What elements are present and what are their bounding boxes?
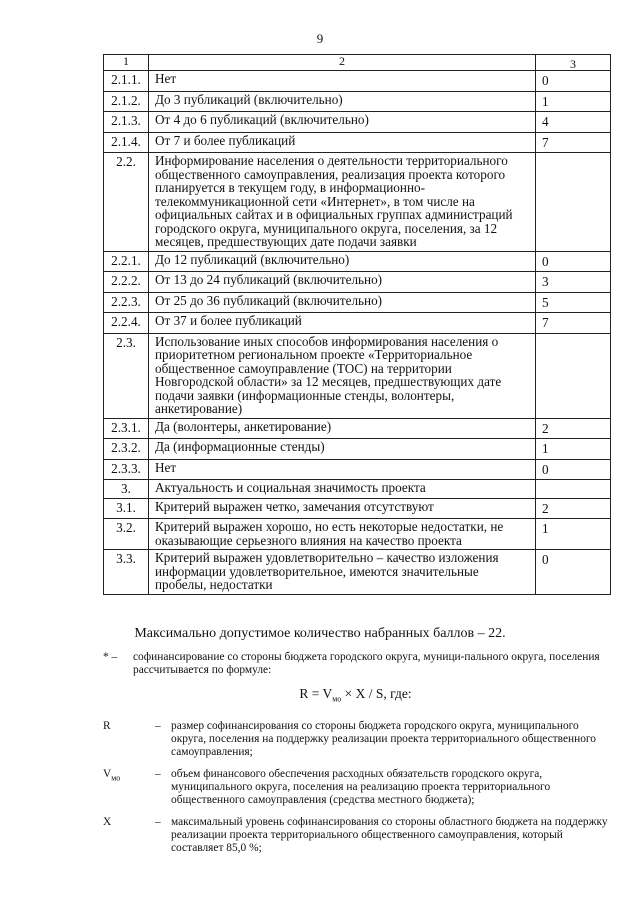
footnotes: [103, 651, 608, 864]
row-number: 2.2.4.: [104, 313, 149, 334]
row-number: 3.: [104, 480, 149, 499]
table-row: [104, 112, 611, 133]
row-value: 0: [536, 71, 611, 92]
row-number: 2.3.: [104, 333, 149, 418]
page-number: 9: [316, 31, 324, 46]
table-row: [104, 519, 611, 550]
row-value: 1: [536, 439, 611, 460]
row-value: 1: [536, 91, 611, 112]
row-text: Критерий выражен четко, замечания отсутствуют: [149, 498, 536, 519]
table-row: [104, 132, 611, 153]
row-value: 1: [536, 519, 611, 550]
criteria-table: [103, 54, 611, 595]
max-score-summary: Максимально допустимое количество набранных баллов – 22.: [134, 626, 506, 641]
definition-symbol: [103, 768, 155, 807]
row-text: Критерий выражен удовлетворительно – качество изложения информации удовлетворительное, имеются значительные пробелы, недостатки: [149, 550, 536, 595]
definition-item: [103, 768, 608, 807]
row-text: Да (волонтеры, анкетирование): [149, 418, 536, 439]
definition-item: [103, 816, 608, 855]
header-col-1: 1: [104, 55, 149, 71]
row-number: 2.1.1.: [104, 71, 149, 92]
row-number: 2.1.3.: [104, 112, 149, 133]
definition-symbol-sub: мо: [111, 772, 121, 782]
definition-item: [103, 720, 608, 759]
row-text: От 7 и более публикаций: [149, 132, 536, 153]
row-number: 2.3.2.: [104, 439, 149, 460]
header-col-2: 2: [149, 55, 536, 71]
table-row: [104, 418, 611, 439]
row-number: 3.3.: [104, 550, 149, 595]
definition-symbol-letter: X: [103, 815, 112, 828]
row-text: Нет: [149, 459, 536, 480]
definition-dash: –: [155, 719, 161, 732]
formula: [103, 687, 608, 706]
row-text: Использование иных способов информирования населения о приоритетном региональном проекте «Территориальное общественное самоуправление (ТОС) на территории Новгородской области» за 12 месяцев, предшествующих дате подачи заявки (информационные стенды, волонтеры, анкетирование): [149, 333, 536, 418]
definition-symbol-letter: V: [103, 767, 112, 780]
row-number: 2.1.4.: [104, 132, 149, 153]
table-row: [104, 550, 611, 595]
row-value: 7: [536, 313, 611, 334]
row-number: 2.2.: [104, 153, 149, 252]
header-col-3: 3: [536, 55, 611, 71]
row-value: 3: [536, 272, 611, 293]
table-row: [104, 71, 611, 92]
table-row: [104, 292, 611, 313]
table-row: [104, 91, 611, 112]
row-number: 3.2.: [104, 519, 149, 550]
table-row: [104, 272, 611, 293]
definition-dash: –: [155, 767, 161, 780]
row-text: До 12 публикаций (включительно): [149, 251, 536, 272]
formula-sub: мо: [332, 694, 342, 704]
table-row: [104, 459, 611, 480]
row-text: От 4 до 6 публикаций (включительно): [149, 112, 536, 133]
row-text: От 37 и более публикаций: [149, 313, 536, 334]
row-number: 2.1.2.: [104, 91, 149, 112]
row-value: [536, 333, 611, 418]
row-value: 0: [536, 251, 611, 272]
table-header-row: [104, 55, 611, 71]
definitions-list: [103, 720, 608, 855]
definition-dash: –: [155, 815, 161, 828]
row-value: 7: [536, 132, 611, 153]
row-text: От 25 до 36 публикаций (включительно): [149, 292, 536, 313]
row-value: [536, 153, 611, 252]
formula-rhs: × X / S, где:: [341, 686, 412, 701]
table-row: [104, 480, 611, 499]
definition-symbol-letter: R: [103, 719, 111, 732]
table-row: [104, 313, 611, 334]
row-number: 2.2.2.: [104, 272, 149, 293]
row-value: [536, 480, 611, 499]
row-number: 2.2.3.: [104, 292, 149, 313]
row-text: Актуальность и социальная значимость проекта: [149, 480, 536, 499]
row-number: 2.3.1.: [104, 418, 149, 439]
table-row: [104, 439, 611, 460]
formula-lhs: R = V: [299, 686, 333, 701]
row-value: 0: [536, 550, 611, 595]
row-value: 2: [536, 498, 611, 519]
row-text: До 3 публикаций (включительно): [149, 91, 536, 112]
row-value: 5: [536, 292, 611, 313]
row-text: Да (информационные стенды): [149, 439, 536, 460]
table-row: [104, 498, 611, 519]
row-value: 0: [536, 459, 611, 480]
row-number: 2.3.3.: [104, 459, 149, 480]
footnote-text: софинансирование со стороны бюджета городского округа, муници-пального округа, поселения рассчитывается по формуле:: [133, 651, 600, 676]
row-text: Информирование населения о деятельности территориального общественного самоуправления, реализация проекта которого планируется в текущем году, в информационно-телекоммуникационной сети «Интернет», в том числе на официальных сайтах и в официальных группах администраций городского округа, муниципального округа, поселения, за 12 месяцев, предшествующих дате подачи заявки: [149, 153, 536, 252]
definition-text: размер софинансирования со стороны бюджета городского округа, муниципального округа, поселения на поддержку реализации проекта территориального общественного самоуправления;: [171, 719, 596, 758]
definition-symbol: [103, 816, 155, 855]
row-value: 4: [536, 112, 611, 133]
row-number: 2.2.1.: [104, 251, 149, 272]
row-text: От 13 до 24 публикаций (включительно): [149, 272, 536, 293]
row-text: Нет: [149, 71, 536, 92]
footnote: [103, 651, 608, 677]
footnote-mark: * –: [103, 651, 118, 663]
table-row: [104, 153, 611, 252]
row-number: 3.1.: [104, 498, 149, 519]
definition-text: максимальный уровень софинансирования со стороны областного бюджета на поддержку реализации проекта территориального общественного самоуправления, который составляет 85,0 %;: [171, 815, 608, 854]
row-text: Критерий выражен хорошо, но есть некоторые недостатки, не оказывающие серьезного влияния на качество проекта: [149, 519, 536, 550]
row-value: 2: [536, 418, 611, 439]
table-row: [104, 333, 611, 418]
table-row: [104, 251, 611, 272]
definition-symbol: [103, 720, 155, 759]
definition-text: объем финансового обеспечения расходных обязательств городского округа, муниципального округа, поселения на реализацию проекта территориального общественного самоуправления (средства местного бюджета);: [171, 767, 551, 806]
